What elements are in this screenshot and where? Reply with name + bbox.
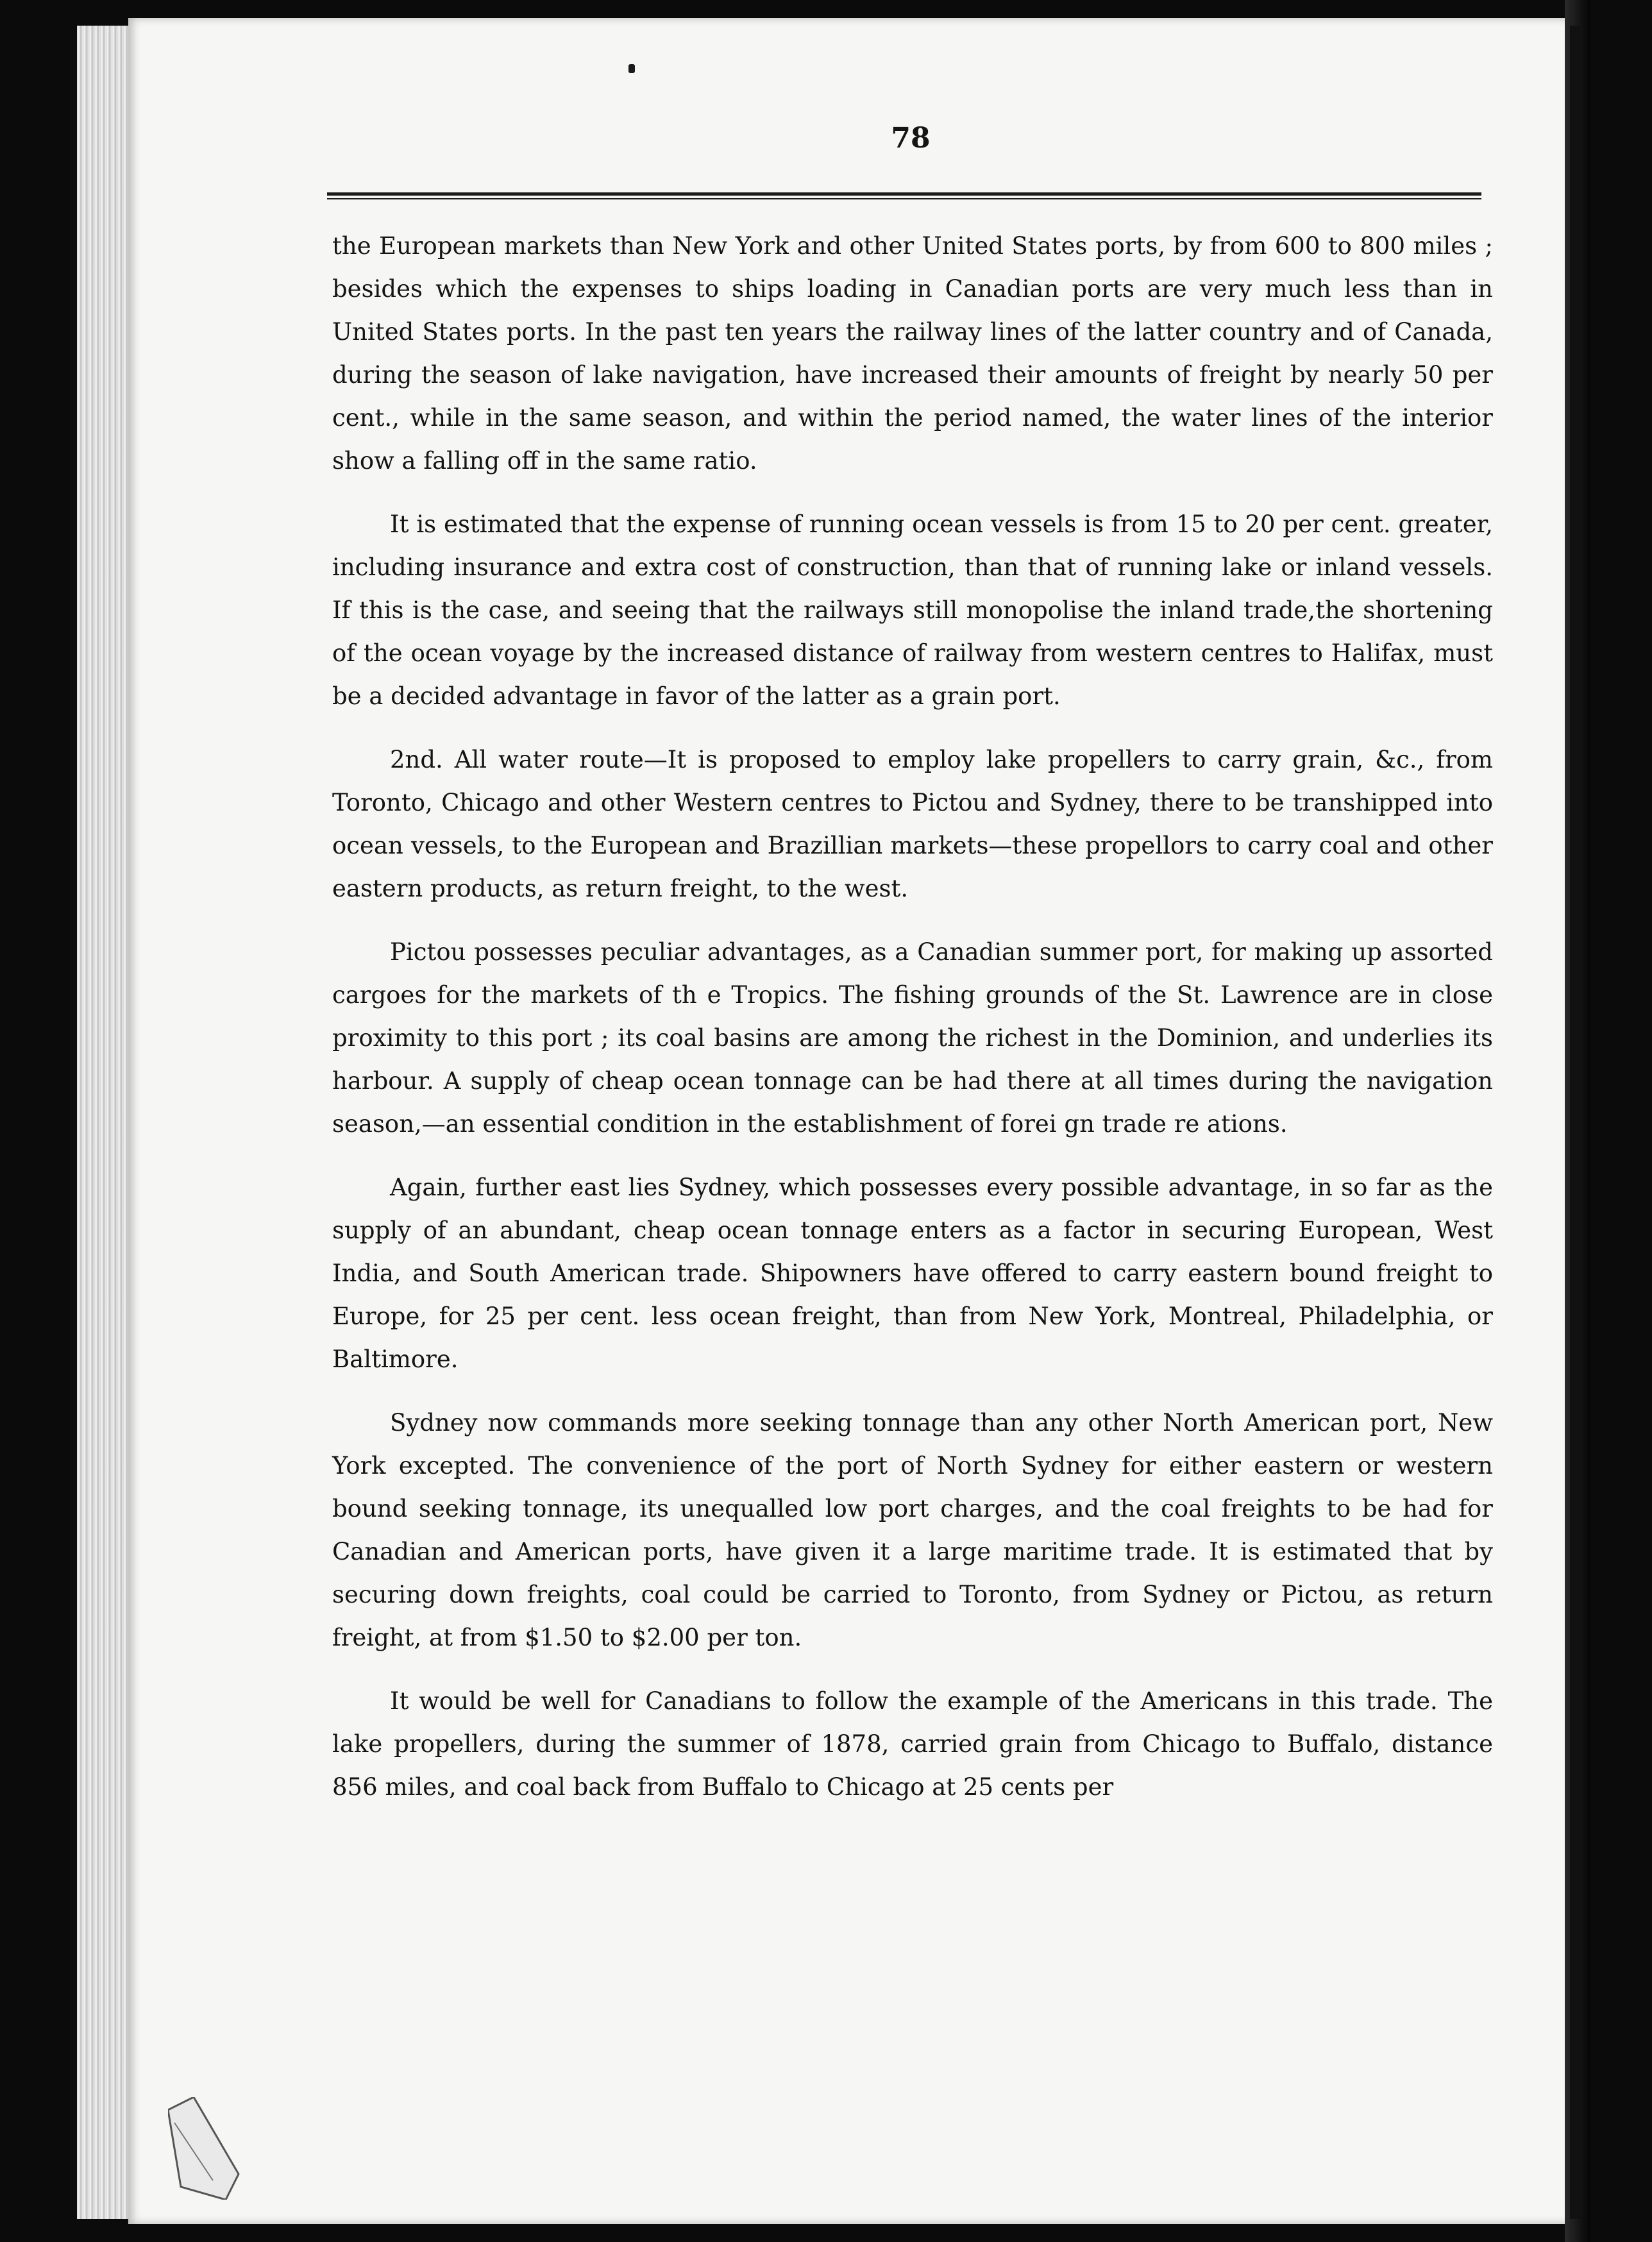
ink-mark (628, 64, 635, 73)
paragraph: the European markets than New York and other United States ports, by from 600 to 800 miles ; besides which the expenses to ships loading in Canadian ports are very much less than in United States ports. In the past ten years the railway lines of the latter country and of Canada, during the season of lake navigation, have increased their amounts of freight by nearly 50 per cent., while in the same season, and within the period named, the water lines of the interior show a falling off in the same ratio. (332, 232, 1493, 475)
header-rule (327, 192, 1481, 201)
body-text (332, 224, 1493, 1829)
paragraph: It would be well for Canadians to follow the example of the Americans in this trade. The lake propellers, during the summer of 1878, carried grain from Chicago to Buffalo, distance 856 miles, and coal back from Buffalo to Chicago at 25 cents per (332, 1687, 1493, 1801)
torn-corner (168, 2097, 245, 2200)
paragraph: It is estimated that the expense of running ocean vessels is from 15 to 20 per cent. greater, including insurance and extra cost of construction, than that of running lake or inland vessels. If this is the case, and seeing that the railways still monopolise the inland trade,the shortening of the ocean voyage by the increased distance of railway from western centres to Halifax, must be a decided advantage in favor of the latter as a grain port. (332, 510, 1493, 710)
paragraph: 2nd. All water route—It is proposed to employ lake propellers to carry grain, &c., from Toronto, Chicago and other Western centres to Pictou and Sydney, there to be transhipped into ocean vessels, to the European and Brazillian markets—these propellors to carry coal and other eastern products, as return freight, to the west. (332, 746, 1493, 902)
binding-edge (1570, 26, 1581, 2219)
header-rule-thin (327, 198, 1481, 199)
paragraph: Again, further east lies Sydney, which possesses every possible advantage, in so far as the supply of an abundant, cheap ocean tonnage enters as a factor in securing European, West India, and South American trade. Shipowners have offered to carry eastern bound freight to Europe, for 25 per cent. less ocean freight, than from New York, Montreal, Philadelphia, or Baltimore. (332, 1174, 1493, 1373)
page-number: 78 (891, 122, 931, 155)
paragraph: Pictou possesses peculiar advantages, as a Canadian summer port, for making up assorted cargoes for the markets of th e Tropics. The fishing grounds of the St. Lawrence are in close proximity to this port ; its coal basins are among the richest in the Dominion, and underlies its harbour. A supply of cheap ocean tonnage can be had there at all times during the navigation season,—an essential condition in the establishment of forei gn trade re ations. (332, 938, 1493, 1138)
paragraph: Sydney now commands more seeking tonnage than any other North American port, New York excepted. The convenience of the port of North Sydney for either eastern or western bound seeking tonnage, its unequalled low port charges, and the coal freights to be had for Canadian and American ports, have given it a large maritime trade. It is estimated that by securing down freights, coal could be carried to Toronto, from Sydney or Pictou, as return freight, at from $1.50 to $2.00 per ton. (332, 1409, 1493, 1651)
header-rule-thick (327, 192, 1481, 196)
